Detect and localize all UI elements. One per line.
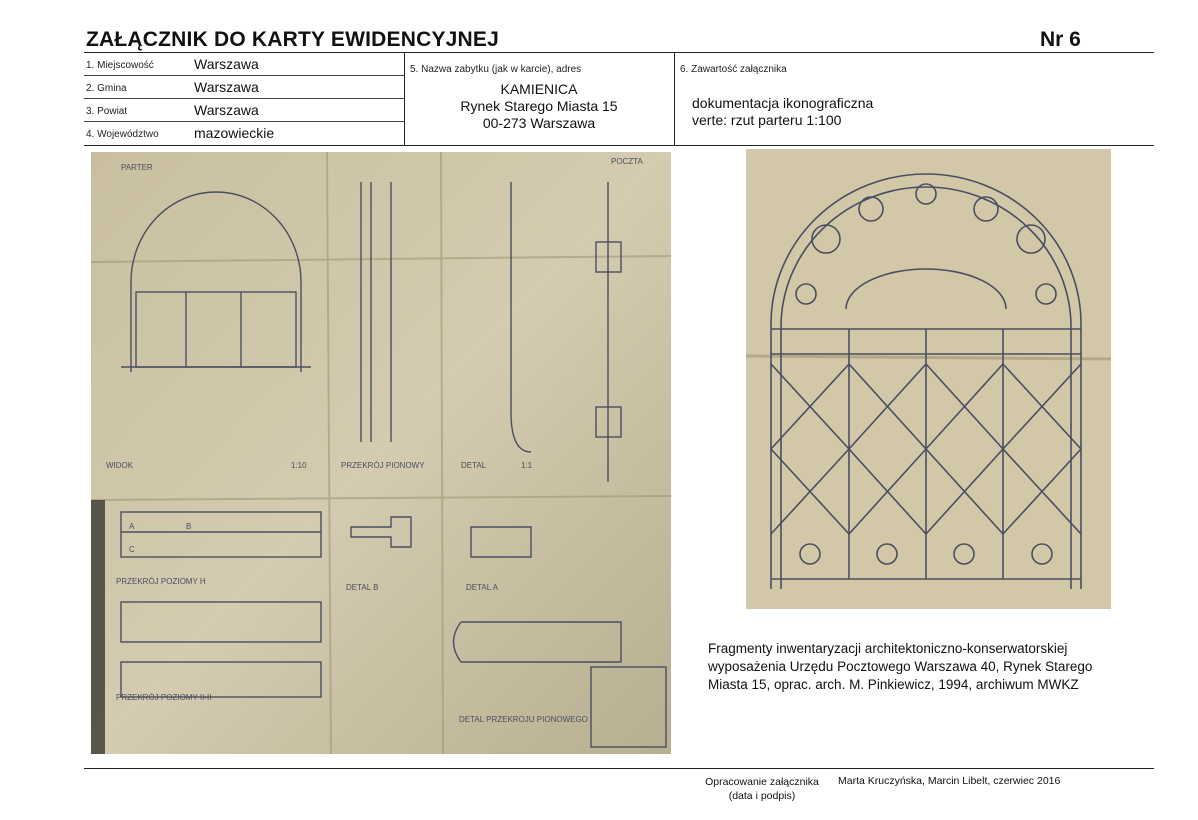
footer-signature-label bbox=[702, 775, 822, 803]
technical-drawing-photo bbox=[91, 152, 671, 754]
photo-caption: Fragmenty inwentaryzacji architektoniczno-konserwatorskiej wyposażenia Urzędu Pocztowego Warszawa 40, Rynek Starego Miasta 15, oprac. arch. M. Pinkiewicz, 1994, archiwum MWKZ bbox=[708, 641, 1093, 692]
label-detal-przekroj: DETAL PRZEKROJU PIONOWEGO bbox=[459, 715, 588, 724]
field-label-powiat: 3. Powiat bbox=[86, 106, 128, 117]
row-line-1 bbox=[84, 75, 404, 76]
footer-label-line1: Opracowanie załącznika bbox=[705, 776, 819, 788]
field-label-wojewodztwo: 4. Województwo bbox=[86, 129, 159, 140]
label-parter: PARTER bbox=[121, 163, 153, 172]
label-poczta: POCZTA bbox=[611, 157, 643, 166]
field-value-powiat: Warszawa bbox=[194, 102, 259, 118]
footer-authors: Marta Kruczyńska, Marcin Libelt, czerwiec 2016 bbox=[838, 775, 1061, 787]
table-top-line bbox=[84, 52, 1154, 53]
field-value-gmina: Warszawa bbox=[194, 79, 259, 95]
gate-drawing-photo bbox=[746, 149, 1111, 609]
monument-street: Rynek Starego Miasta 15 bbox=[460, 98, 618, 114]
field-value-miejscowosc: Warszawa bbox=[194, 56, 259, 72]
contents-label: 6. Zawartość załącznika bbox=[680, 64, 787, 75]
page-title: ZAŁĄCZNIK DO KARTY EWIDENCYJNEJ bbox=[86, 28, 500, 51]
label-letter-b: B bbox=[186, 522, 192, 531]
monument-name: KAMIENICA bbox=[500, 81, 578, 97]
label-przekroj-pionowy: PRZEKRÓJ PIONOWY bbox=[341, 461, 425, 470]
footer-line bbox=[84, 768, 1154, 769]
gate-drawing-svg bbox=[746, 149, 1111, 609]
label-scale-1-10: 1:10 bbox=[291, 461, 307, 470]
technical-drawing-svg bbox=[91, 152, 671, 754]
table-divider-2 bbox=[674, 52, 675, 145]
label-letter-c: C bbox=[129, 545, 135, 554]
field-value-wojewodztwo: mazowieckie bbox=[194, 125, 275, 141]
paper-background bbox=[91, 152, 671, 754]
row-line-3 bbox=[84, 121, 404, 122]
contents-line1: dokumentacja ikonograficzna bbox=[692, 95, 874, 111]
label-detal-b: DETAL B bbox=[346, 583, 379, 592]
label-detal: DETAL bbox=[461, 461, 487, 470]
label-przekroj-poziomy-2: PRZEKRÓJ POZIOMY II-II bbox=[116, 693, 212, 702]
label-przekroj-poziomy-h: PRZEKRÓJ POZIOMY H bbox=[116, 577, 206, 586]
monument-label: 5. Nazwa zabytku (jak w karcie), adres bbox=[410, 64, 582, 75]
footer-label-line2: (data i podpis) bbox=[728, 790, 796, 802]
table-bottom-line bbox=[84, 145, 1154, 146]
label-scale-1-1: 1:1 bbox=[521, 461, 533, 470]
label-detal-a: DETAL A bbox=[466, 583, 499, 592]
gate-paper-background bbox=[746, 149, 1111, 609]
field-label-gmina: 2. Gmina bbox=[86, 83, 127, 94]
monument-postal: 00-273 Warszawa bbox=[482, 115, 596, 131]
dark-edge bbox=[91, 500, 105, 754]
field-label-miejscowosc: 1. Miejscowość bbox=[86, 60, 154, 71]
label-letter-a: A bbox=[129, 522, 135, 531]
label-widok: WIDOK bbox=[106, 461, 134, 470]
attachment-number: Nr 6 bbox=[1040, 28, 1081, 51]
contents-line2: verte: rzut parteru 1:100 bbox=[692, 112, 842, 128]
row-line-2 bbox=[84, 98, 404, 99]
